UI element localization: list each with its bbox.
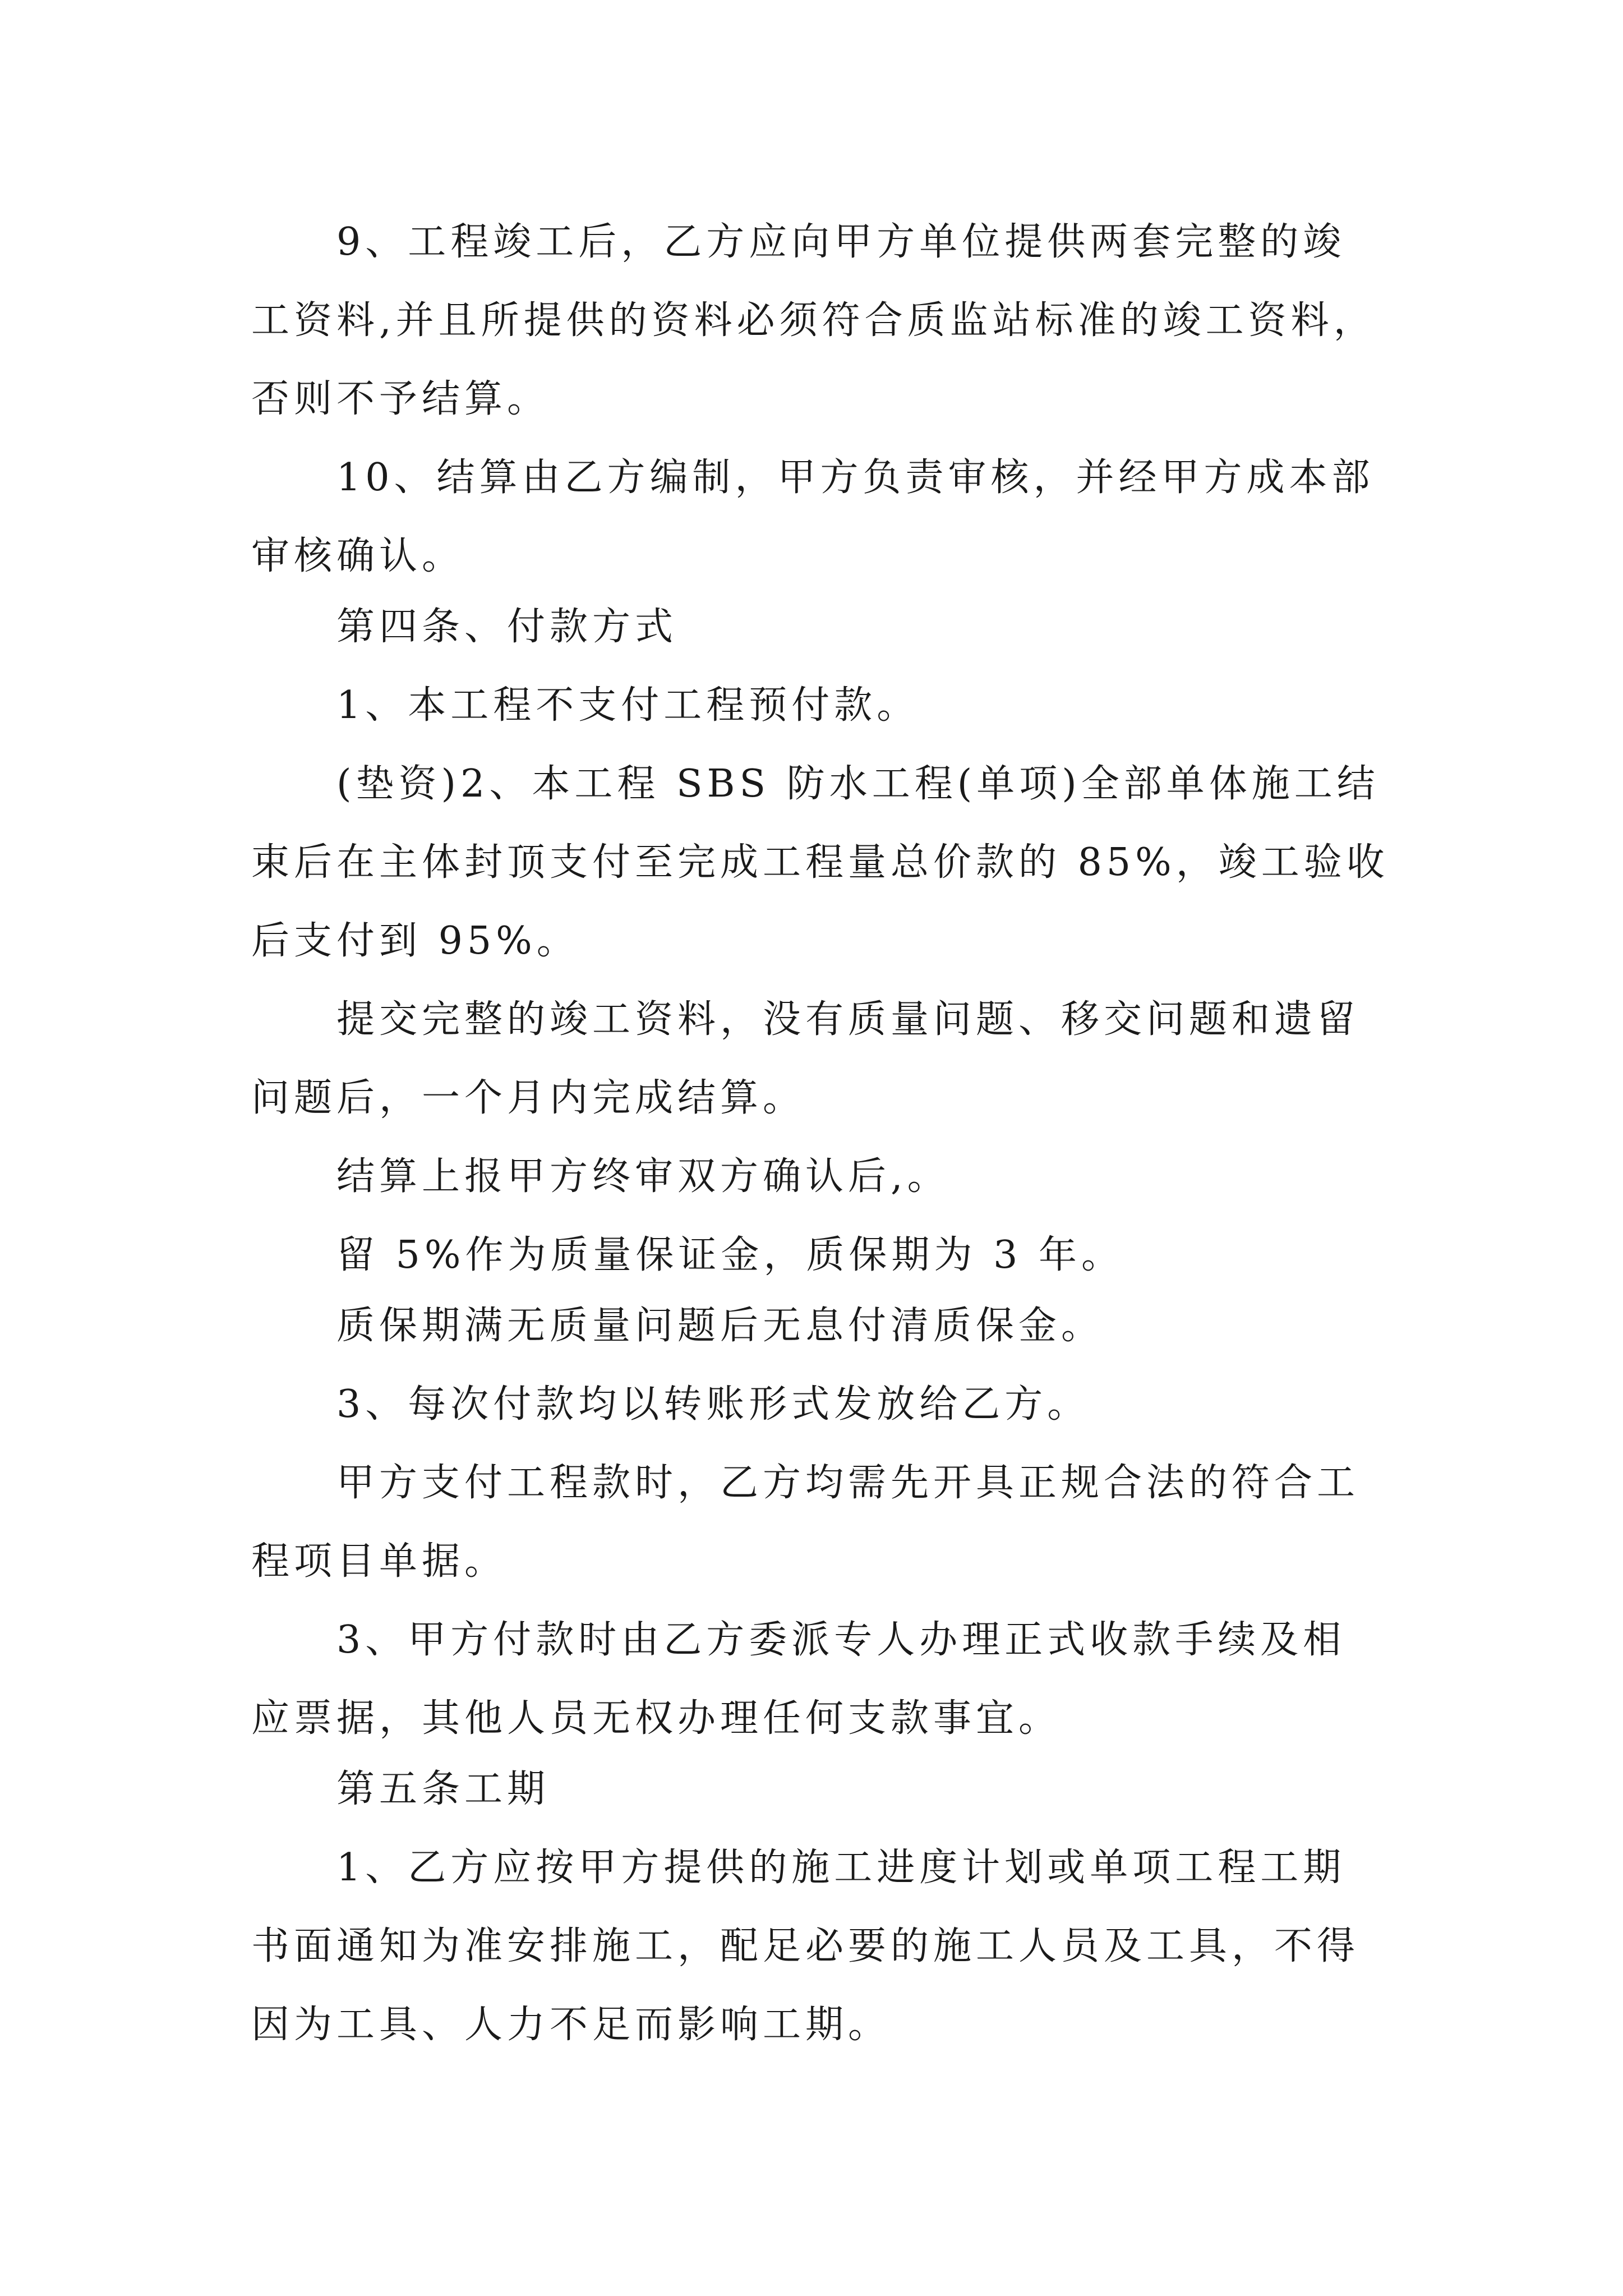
payment-item-1: 1、本工程不支付工程预付款。	[336, 683, 920, 728]
section-heading-schedule: 第五条工期	[336, 1767, 550, 1811]
payment-item-3b-line-1: 3、甲方付款时由乙方委派专人办理正式收款手续及相	[336, 1618, 1346, 1662]
settlement-line-2: 问题后，一个月内完成结算。	[251, 1076, 806, 1120]
schedule-item-1-line-1: 1、乙方应按甲方提供的施工进度计划或单项工程工期	[336, 1846, 1346, 1890]
final-review-line: 结算上报甲方终审双方确认后,。	[336, 1154, 950, 1199]
retention-release-line: 质保期满无质量问题后无息付清质保金。	[336, 1304, 1104, 1348]
clause-9-line-2: 工资料,并且所提供的资料必须符合质监站标准的竣工资料，	[251, 298, 1376, 343]
clause-9-line-3: 否则不予结算。	[251, 377, 550, 421]
clause-10-line-1: 10、结算由乙方编制，甲方负责审核，并经甲方成本部	[336, 455, 1375, 500]
invoice-line-1: 甲方支付工程款时，乙方均需先开具正规合法的符合工	[336, 1461, 1360, 1505]
payment-item-2-line-3: 后支付到 95%。	[251, 919, 579, 963]
payment-item-2-line-2: 束后在主体封顶支付至完成工程量总价款的 85%，竣工验收	[251, 840, 1389, 885]
payment-item-2-line-1: (垫资)2、本工程 SBS 防水工程(单项)全部单体施工结	[336, 762, 1380, 806]
retention-line: 留 5%作为质量保证金，质保期为 3 年。	[336, 1233, 1124, 1277]
payment-item-3b-line-2: 应票据，其他人员无权办理任何支款事宜。	[251, 1696, 1062, 1741]
clause-9-line-1: 9、工程竣工后，乙方应向甲方单位提供两套完整的竣	[336, 220, 1346, 264]
invoice-line-2: 程项目单据。	[251, 1539, 508, 1584]
settlement-line-1: 提交完整的竣工资料，没有质量问题、移交问题和遗留	[336, 997, 1360, 1042]
section-heading-payment: 第四条、付款方式	[336, 605, 678, 649]
schedule-item-1-line-3: 因为工具、人力不足而影响工期。	[251, 2003, 891, 2047]
payment-item-3: 3、每次付款均以转账形式发放给乙方。	[336, 1382, 1090, 1427]
schedule-item-1-line-2: 书面通知为准安排施工，配足必要的施工人员及工具，不得	[251, 1924, 1360, 1968]
clause-10-line-2: 审核确认。	[251, 534, 465, 578]
